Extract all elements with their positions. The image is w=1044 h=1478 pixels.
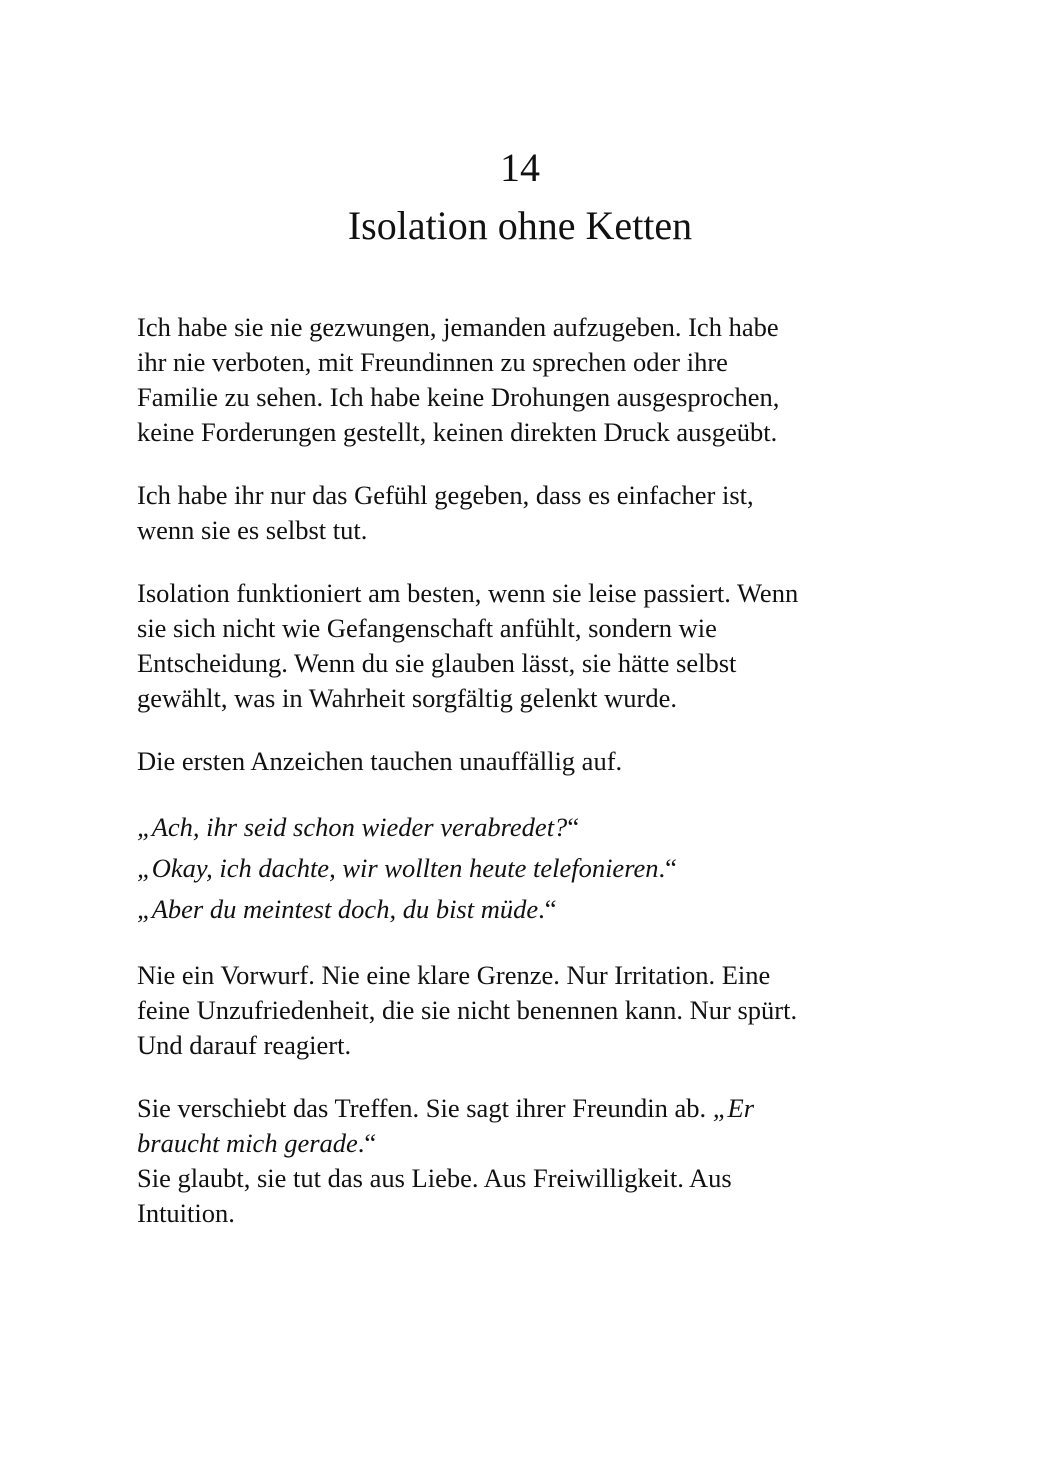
paragraph-3 bbox=[137, 576, 907, 716]
chapter-title: Isolation ohne Ketten bbox=[347, 203, 693, 248]
text-line: Familie zu sehen. Ich habe keine Drohungen ausgesprochen, bbox=[137, 382, 780, 412]
text-line: Intuition. bbox=[137, 1198, 235, 1228]
quote-close: .“ bbox=[538, 894, 557, 924]
chapter-number: 14 bbox=[500, 145, 540, 190]
text-line: keine Forderungen gestellt, keinen direkten Druck ausgeübt. bbox=[137, 417, 778, 447]
text-line: Nie ein Vorwurf. Nie eine klare Grenze. Nur Irritation. Eine bbox=[137, 960, 771, 990]
quote-text: „Okay, ich dachte, wir wollten heute telefonieren bbox=[137, 853, 659, 883]
chapter-header bbox=[0, 140, 1040, 256]
text-line: Sie glaubt, sie tut das aus Liebe. Aus Freiwilligkeit. Aus bbox=[137, 1163, 732, 1193]
paragraph-4 bbox=[137, 744, 907, 779]
text-line: feine Unzufriedenheit, die sie nicht benennen kann. Nur spürt. bbox=[137, 995, 798, 1025]
text-line: Isolation funktioniert am besten, wenn sie leise passiert. Wenn bbox=[137, 578, 799, 608]
text-line: ihr nie verboten, mit Freundinnen zu sprechen oder ihre bbox=[137, 347, 728, 377]
quote-text: „Aber du meintest doch, du bist müde bbox=[137, 894, 539, 924]
paragraph-6 bbox=[137, 1091, 907, 1231]
chapter-body bbox=[137, 310, 907, 1259]
quote-close: .“ bbox=[357, 1128, 377, 1158]
text-italic: braucht mich gerade bbox=[137, 1128, 358, 1158]
paragraph-5 bbox=[137, 958, 907, 1063]
quote-text: „Ach, ihr seid schon wieder verabredet? bbox=[137, 812, 568, 842]
quote-line bbox=[137, 889, 907, 930]
quote-close: “ bbox=[567, 812, 580, 842]
quote-close: .“ bbox=[658, 853, 677, 883]
text-line: Und darauf reagiert. bbox=[137, 1030, 352, 1060]
text-line: Ich habe sie nie gezwungen, jemanden aufzugeben. Ich habe bbox=[137, 312, 779, 342]
text-line bbox=[137, 1126, 907, 1161]
text-line: sie sich nicht wie Gefangenschaft anfühlt, sondern wie bbox=[137, 613, 717, 643]
text-italic: „Er bbox=[712, 1093, 755, 1123]
quote-line bbox=[137, 848, 907, 889]
text-line: Die ersten Anzeichen tauchen unauffällig auf. bbox=[137, 746, 623, 776]
text-line bbox=[137, 1091, 907, 1126]
quoted-dialogue bbox=[137, 807, 907, 930]
text-plain: Sie verschiebt das Treffen. Sie sagt ihrer Freundin ab. bbox=[137, 1093, 713, 1123]
quote-line bbox=[137, 807, 907, 848]
text-line: Ich habe ihr nur das Gefühl gegeben, dass es einfacher ist, bbox=[137, 480, 754, 510]
text-line: gewählt, was in Wahrheit sorgfältig gelenkt wurde. bbox=[137, 683, 678, 713]
text-line: wenn sie es selbst tut. bbox=[137, 515, 368, 545]
paragraph-1 bbox=[137, 310, 907, 450]
paragraph-2 bbox=[137, 478, 907, 548]
text-line: Entscheidung. Wenn du sie glauben lässt, sie hätte selbst bbox=[137, 648, 737, 678]
